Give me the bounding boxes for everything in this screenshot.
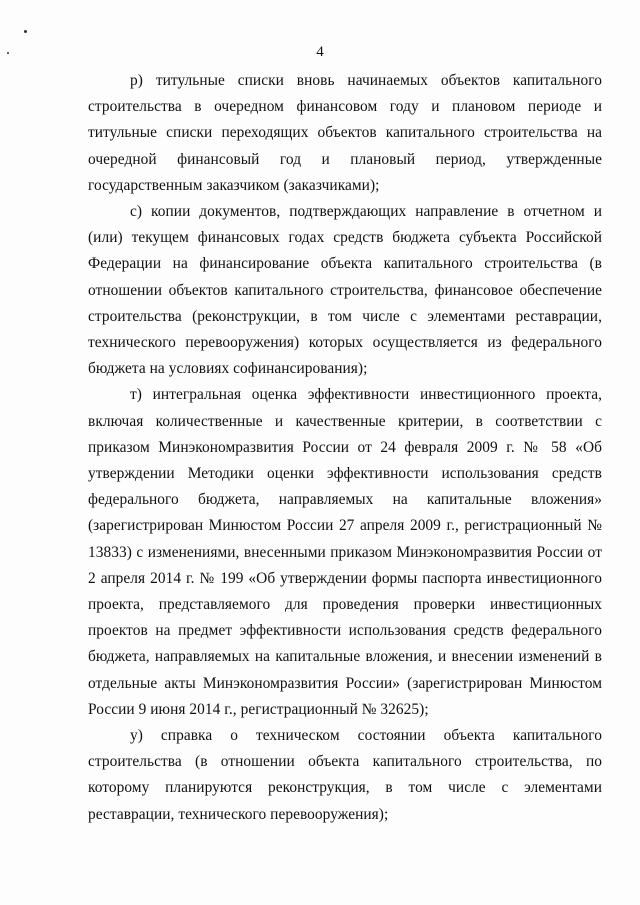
paragraph-s: с) копии документов, подтверждающих направление в отчетном и (или) текущем финансовых годах средств бюджета субъекта Российской Федерации на финансирование объекта капитального строительства (в отношении объектов капитального строительства, финансовое обеспечение строительства (реконструкции, в том числе с элементами реставрации, технического перевооружения) которых осуществляется из федерального бюджета на условиях софинансирования);	[88, 203, 602, 378]
paragraph-r: р) титульные списки вновь начинаемых объектов капитального строительства в очередном финансовом году и плановом периоде и титульные списки переходящих объектов капитального строительства на очередной финансовый год и плановый период, утвержденные государственным заказчиком (заказчиками);	[88, 72, 602, 194]
scan-artifact-dot	[24, 30, 27, 33]
paragraph-t: т) интегральная оценка эффективности инвестиционного проекта, включая количественные и качественные критерии, в соответствии с приказом Минэкономразвития России от 24 февраля 2009 г. № 58 «Об утверждении Методики оценки эффективности использования средств федерального бюджета, направляемых на капитальные вложения» (зарегистрирован Минюстом России 27 апреля 2009 г., регистрационный № 13833) с изменениями, внесенными приказом Минэкономразвития России от 2 апреля 2014 г. № 199 «Об утверждении формы паспорта инвестиционного проекта, представляемого для проведения проверки инвестиционных проектов на предмет эффективности использования средств федерального бюджета, направляемых на капитальные вложения, и внесении изменений в отдельные акты Минэкономразвития России» (зарегистрирован Минюстом России 9 июня 2014 г., регистрационный № 32625);	[88, 386, 602, 718]
page-number: 4	[316, 44, 324, 60]
document-body	[88, 68, 602, 828]
paragraph-u: у) справка о техническом состоянии объекта капитального строительства (в отношении объекта капитального строительства, по которому планируются реконструкция, в том числе с элементами реставрации, технического перевооружения);	[88, 727, 602, 823]
